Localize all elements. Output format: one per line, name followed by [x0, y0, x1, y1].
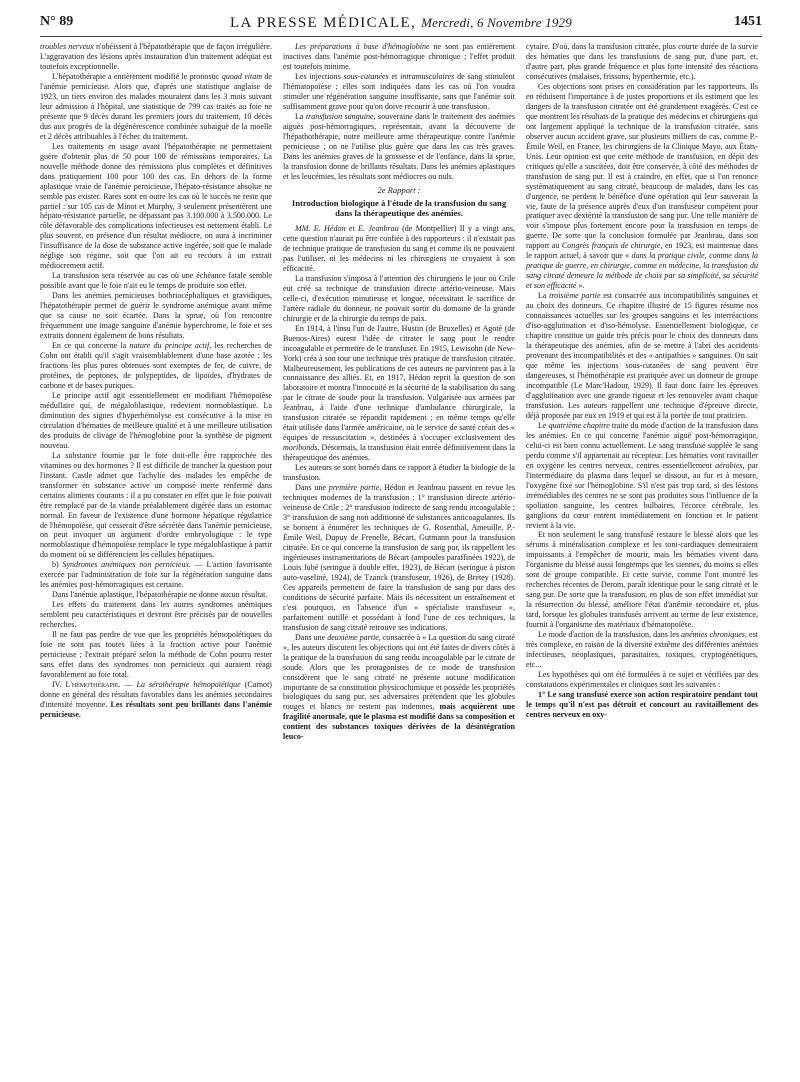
page-header	[40, 14, 762, 37]
text-run: (Carnot) donne en général des résultats favorables dans les anémies secondaires d'intensité moyenne.	[40, 680, 272, 709]
text-run: En ce qui concerne la	[52, 341, 130, 351]
paragraph	[40, 391, 272, 451]
paragraph	[40, 630, 272, 680]
paragraph	[40, 142, 272, 272]
paragraph	[283, 72, 515, 112]
text-bold: 1° Le sang transfusé exerce son action respiratoire pendant tout le temps qu'il n'est pas détruit et concourt au ravitaillement des centres nerveux en oxy-	[526, 689, 758, 719]
text-run: et	[345, 223, 359, 233]
text-italic: troubles nerveux	[40, 42, 94, 51]
paragraph	[283, 42, 515, 72]
author-name: E. Jeanbrau	[358, 223, 399, 233]
text-italic: deuxième partie	[327, 632, 379, 642]
text-run: b)	[52, 560, 63, 570]
column-2	[283, 42, 515, 742]
text-run: La	[538, 291, 550, 301]
paragraph	[283, 224, 515, 274]
paragraph	[526, 82, 758, 291]
text-smallcaps: L'hémothérapie	[65, 680, 119, 689]
text-italic: troisième partie	[549, 291, 601, 301]
text-run: cytaire. D'où, dans la transfusion citratée, plus courte durée de la survie des hématies que dans les transfusions de sang pur, d'une part, et, d'autre part, plus grande fréquence et plus forte intensité des réactions consécutives (malaises, frissons, hyperthermie, etc.).	[526, 42, 758, 81]
paragraph	[283, 633, 515, 743]
text-run: de l'anémie pernicieuse. Alors que, d'après une statistique anglaise de 1923, un tiers environ des malades mouraient dans les 3 mois suivant leur admission à l'hôpital, une statistique de 799 cas traités au foie ne présente que 9 décès durant les premiers jours du traitement, 10 décès dus aux progrès de la dégénérescence combinée subaiguë de la moelle et 2 décès attribuables à l'échec du traitement.	[40, 71, 272, 141]
text-italic: aérobies	[715, 460, 743, 470]
text-italic: intramusculaires	[400, 71, 455, 81]
text-bold: mais acquièrent une fragilité anormale, que le plasma est modifié dans sa composition et contient des substances toxiques dérivées de la désintégration leuco-	[283, 702, 515, 742]
text-run: Le principe actif agit essentiellement en modifiant l'hémopoïèse médullaire qui, de mégaloblastique, redevient normoblastique. La diminution des signes d'hyperhémolyse est consécutive à la mise en circulation d'hématies de meilleure qualité et à une meilleure utilisation des produits de clivage de l'hémoglobine pour la synthèse de pigment nouveau.	[40, 390, 272, 450]
text-italic: quoad vitam	[221, 71, 263, 81]
text-run: Les effets du traitement dans les autres syndromes anémiques semblent peu caractéristiques et devront être précisés par de nouvelles recherches.	[40, 600, 272, 630]
text-run: Les hypothèses qui ont été formulées à ce sujet et vérifiées par des constatations expérimentales et cliniques sont les suivantes :	[526, 670, 758, 689]
paragraph	[40, 590, 272, 600]
paragraph	[526, 42, 758, 82]
text-bold: Les résultats sont peu brillants dans l'anémie pernicieuse.	[40, 699, 272, 719]
text-run: et	[388, 71, 401, 81]
text-run: Ces objections sont prises en considération par les rapporteurs. Ils en réduisent l'importance à de justes proportions et ils estiment que les dangers de la transfusion citratée ont été grandement exagérés. C'est ce que montrent les résultats de la pratique des médecins et chirurgiens qui ont largement appliqué la technique de la transfusion citratée, sans observer aucun accident grave, sur plusieurs milliers de cas, comme P.-Émile Weil, en France, les chirurgiens de la Clinique Mayo, aux États-Unis. Leur opinion est que cette méthode de transfusion, en dépit des critiques qu'elle a suscitées, doit être conservée, à côté des méthodes de transfusion de sang pur. Il est à craindre, en effet, que si l'on renonce systématiquement au sang citraté, beaucoup de malades, dans les cas d'urgence, ne perdent le bénéfice d'une opération qui leur sauverait la vie, faute de la présence auprès d'eux d'un transfuseur compétent pour pratiquer avec dextérité la transfusion de sang pur. Une telle manière de voir s'impose plus fortement encore pour la transfusion en temps de guerre. De sorte que la conclusion formulée par Jeanbrau, dans son rapport au	[526, 81, 758, 251]
paragraph	[40, 341, 272, 391]
column-3	[526, 42, 758, 720]
text-run: La	[295, 111, 306, 121]
text-run: IV.	[52, 680, 66, 689]
issue-number: N° 89	[40, 14, 74, 29]
text-italic: nature du principe actif	[129, 341, 210, 351]
text-run: Le	[538, 420, 549, 430]
text-italic: La sérothérapie hémopoïétique	[136, 680, 241, 689]
column-1	[40, 42, 272, 720]
paragraph	[526, 630, 758, 670]
author-name: MM. E. Hédon	[295, 223, 346, 233]
text-run: ».	[576, 281, 585, 291]
text-run: L'hépatothérapie a entièrement modifié le pronostic	[52, 71, 222, 81]
paragraph	[40, 271, 272, 291]
text-run: , est très complexe, en raison de la diversité extrême des différentes anémies infectieuses, néoplasiques, parasitaires, toxiques, cryptogénétiques, etc...	[526, 630, 758, 670]
text-run: . —	[118, 680, 137, 689]
paragraph	[526, 421, 758, 531]
text-run: Les traitements en usage avant l'hépatothérapie ne permettaient guère d'obtenir plus de 50 pour 100 de rémissions temporaires. La nouvelle méthode donne des rémissions plus complètes et définitives dans pratiquement 100 pour 100 des cas. En dehors de la forme aplastique vraie de l'anémie pernicieuse, l'hépato-résistance absolue ne semble pas exister. Rares sont en outre les cas où le succès ne reste que partiel : sur 105 cas de Minot et Murphy, 3 seulement présentèrent une hépato-résistance partielle, ne dépassant pas 3.100.000 à 3.500.000. Le rôle défavorable des complications infectieuses est nettement établi. Le plus souvent, en présence d'un résultat médiocre, on aura à incriminer l'insuffisance de la dose de substance active ingérée, soit que le malade néglige son régime, soit que l'on ait eu recours à un extrait médiocrement actif.	[40, 141, 272, 271]
text-run: ne sont pas entièrement inactives dans l'anémie post-hémorragique chronique ; l'effet produit est toutefois minime.	[283, 42, 515, 71]
issue-date: Mercredi, 6 Novembre 1929	[421, 15, 572, 30]
text-italic: quatrième chapitre	[548, 420, 610, 430]
text-run: , consacrée à « La question du sang citraté », les auteurs discutent les objections qui ont été faites de divers côtés à la pratique de la transfusion du sang rendu incoagulable par le citrate de soude. Alors que les protagonistes de ce mode de transfusion considèrent que le sang citraté ne présente aucune modification importante de sa constitution physicochimique et possède les propriétés biologiques du sang pur, ses adversaires prétendent que les globules rouges et blancs ne restent pas indemnes,	[283, 632, 515, 712]
text-run: Les injections	[295, 71, 344, 81]
paragraph	[40, 560, 272, 590]
paragraph	[526, 530, 758, 630]
text-run: La transfusion sera réservée au cas où une échéance fatale semble possible avant que le foie n'ait eu le temps de produire son effet.	[40, 271, 272, 291]
page-number: 1451	[734, 14, 762, 29]
paragraph	[40, 600, 272, 630]
text-run: Dans une	[295, 632, 328, 642]
paragraph	[283, 324, 515, 464]
paragraph	[40, 680, 272, 720]
text-italic: moribonds	[283, 443, 318, 453]
text-run: La substance fournie par le foie doit-elle être rapprochée des vitamines ou des hormones ? Il est difficile de trancher la question pour l'instant. Castle admet que l'achylie des malades les empêche de transformer en substance active un composé inerte renfermé dans certains aliments courants : il a pu constater en effet que le foie pouvait être remplacé par de la viande préalablement digérée dans un estomac normal. En faveur de l'existence d'une hormone hépatique régulatrice de l'hémopoïèse, qui cesserait d'être sécrétée dans l'anémie pernicieuse, on peut invoquer un argument d'ordre embryologique : le type normoblastique d'hémopoïèse remplace le type mégaloblastique à partir du moment où se différencient les cellules hépatiques.	[40, 450, 272, 560]
text-run: — L'action favorisante exercée par l'administration de foie sur la régénération sanguine dans les anémies post-hémorragiques est certaine.	[40, 560, 272, 590]
masthead	[40, 15, 762, 32]
text-italic: Les préparations à base d'hémoglobine	[295, 42, 430, 51]
text-italic: dans la pratique civile, comme dans la pratique de guerre, en chirurgie, comme en médecine, la transfusion du sang citraté demeure la méthode de choix par sa simplicité, sa sécurité et son efficacité	[526, 251, 759, 291]
report-number: 2e Rapport :	[377, 184, 421, 195]
paragraph	[526, 690, 758, 720]
text-italic: transfusion sanguine	[305, 111, 374, 121]
paragraph	[40, 291, 272, 341]
text-run: , Hédon et Jeanbrau passent en revue les techniques modernes de la transfusion : 1° transfusion directe artério-veineuse de Crile ; 2° transfusion indirecte de sang rendu incoagulable ; 3° transfusion de sang non additionné de substances anticoagulantes. Ils se bornent à énumérer les techniques de G. Rosenthal, Ameuille, P.-Émile Weil, Dupuy de Frenelle, Bécart, Gutmann pour la transfusion citratée. En ce qui concerne la transfusion de sang pur, ils rappellent les ingénieuses instrumentations de Bécart (ampoules paraffinées 1922), de Louis Jubé (seringue à double effet, 1923), de Bécart (seringue à piston auto-vaseliné, 1924), de Tzanck (transfuseur, 1926), de Bretey (1928). Ces appareils permettent de faire la transfusion de sang pur dans des conditions de sécurité parfaite. Mais ils nécessitent un entraînement et c'est pourquoi, en l'absence d'un « spécialiste transfuseur », parfaitement outillé et possédant à fond l'une de ces techniques, la transfusion de sang citraté retrouve ses indications.	[283, 483, 515, 632]
text-run: Le mode d'action de la transfusion, dans les	[538, 630, 682, 640]
section-title: Introduction biologique à l'étude de la transfusion du sang dans la thérapeutique des anémies.	[291, 197, 507, 218]
text-run: Les auteurs se sont bornés dans ce rapport à étudier la biologie de la transfusion.	[283, 463, 515, 483]
paragraph	[40, 451, 272, 561]
text-run: En 1914, à l'insu l'un de l'autre, Hustin (de Bruxelles) et Agoté (de Buenos-Aires) eurent l'idée de citrater le sang pour le rendre incoagulable et permettre de le transfuser. En 1915, Lewisohn (de New-York) créa à son tour une technique très pratique de transfusion citratée. Malheureusement, les publications de ces auteurs ne parvinrent pas à la connaissance des alliés. Et, en 1917, Hédon reprit la question de son laboratoire et montra l'innocuité et la sécurité de la stabilisation du sang par le citrate de soude pour la transfusion. Vulgarisée aux armées par Jeanbrau, à l'aide d'une technique d'ambulance chirurgicale, la transfusion citratée se répandit rapidement ; en même temps qu'elle était utilisée dans l'armée américaine, où le service de santé créait des « équipes de ressuscitation », destinées à s'occuper exclusivement des	[283, 323, 515, 443]
text-italic: Congrès français de chirurgie	[561, 241, 661, 251]
text-run: Il ne faut pas perdre de vue que les propriétés hémopoïétiques du foie ne sont pas toutes liées à la fraction active pour l'anémie pernicieuse ; l'extrait préparé selon la méthode de Cohn pourra rester sans effet dans des syndromes non pernicieux qui auraient réagi favorablement au foie total.	[40, 630, 272, 680]
text-run: Dans une	[295, 483, 329, 493]
text-run: Dans l'anémie aplastique, l'hépatothérapie ne donne aucun résultat.	[52, 590, 268, 600]
paragraph	[283, 112, 515, 182]
text-run: est consacrée aux incompatibilités sanguines et au choix des donneurs. Ce chapitre illustré de 15 figures résume nos connaissances actuelles sur les groupes sanguins et les interréactions d'iso-agglutination et d'iso-hémolyse. Essentiellement biologique, ce chapitre constitue un guide très précis pour le choix des donneurs dans la thérapeutique des anémies, afin de se mettre à l'abri des accidents provenant des incompatibilités et des « antipathies » sanguines. On sait que même les injections sous-cutanées de sang peuvent être dangereuses, si l'hémothérapie est pratiquée avec un donneur de groupe incompatible (Le Marc'Hadour, 1929). Il faut donc faire les épreuves d'agglutination avec une grande rigueur et les renouveler avant chaque transfusion. Les auteurs rappellent une technique d'épreuve directe, déjà proposée par eux en 1919 et qui est à la portée de tout praticien.	[526, 291, 758, 420]
paragraph	[283, 274, 515, 324]
paragraph	[40, 72, 272, 142]
text-run: , les recherches de Cohn ont établi qu'il s'agit vraisemblablement d'une base azotée ; les fractions les plus pures obtenues sont exemptes de fer, de cuivre, de protéines, de peptones, de polypeptides, de lipoïdes, d'hydrates de carbone et de bases puriques.	[40, 341, 272, 390]
paragraph	[283, 463, 515, 483]
text-run: (de Montpellier) Il y a vingt ans, cette question n'aurait pu être confiée à des rapporteurs : il n'existait pas de technique pratique de transfusion du sang et comme ils ne pouvaient pas l'utiliser, ni les médecins ni les chirurgiens ne croyaient à son efficacité.	[283, 223, 515, 273]
paragraph	[40, 42, 272, 72]
text-italic: anémies chroniques	[681, 630, 745, 640]
text-run: de sang stimulent l'hématopoïèse ; elles sont indiquées dans les cas où l'on voudra stimuler une régénération sanguine insuffisante, sans que l'anémie soit suffisamment grave pour qu'on doive recourir à une transfusion.	[283, 71, 515, 111]
text-italic: Syndromes anémiques non pernicieux.	[62, 560, 192, 570]
text-run: La transfusion s'imposa à l'attention des chirurgiens le jour où Crile eut créé sa technique de transfusion directe artério-veineuse. Mais celle-ci, d'exécution minutieuse et longue, nécessitant le sacrifice de l'artère radiale du donneur, ne pouvait sortir du domaine de la grande chirurgie et de la chirurgie du temps de paix.	[283, 273, 515, 323]
text-italic: première partie	[328, 483, 380, 493]
text-run: , en 1923, est maintenue dans le rapport actuel, à savoir que «	[526, 241, 758, 261]
text-run: traite du mode d'action de la transfusion dans les anémies. En ce qui concerne l'anémie aiguë post-hémorragique, celui-ci est bien connu actuellement. Le sang transfusé supplée le sang perdu comme s'il appartenait au récepteur. Les hématies vont ravitailler en oxygène les centres nerveux, centres essentiellement	[526, 420, 758, 470]
paragraph	[526, 291, 758, 421]
text-run: Et non seulement le sang transfusé restaure le blessé alors que les sérums à minéralisation complexe et les toni-cardiaques demeuraient impuissants à l'empêcher de mourir, mais les hématies vivent dans l'organisme du blessé aussi longtemps que les siennes, du moins si elles sont de groupe compatible. Et cette survie, comme l'ont montré les recherches récentes de Derom, paraît identique pour le sang citraté et le sang pur. De sorte que la transfusion, en plus de son effet immédiat sur la résurrection du blessé, améliore l'état d'anémie secondaire et, plus tard, lorsque les globules transfusés arrivent au terme de leur existence, fournit à l'organisme des matériaux d'hématopoïèse.	[526, 530, 758, 630]
text-run: , par l'intermédiaire du plasma dans lequel se dissout, au fur et à mesure, l'oxygène fixé sur l'hémoglobine. S'il n'est pas trop tard, si des lésions irrémédiables des centres ne se sont pas produites sous l'influence de la spoliation sanguine, les centres bulbaires, l'écorce cérébrale, les ganglions du cœur entrent immédiatement en fonction et le patient revient à la vie.	[526, 460, 758, 530]
text-run: n'obéissent à l'hépatothérapie que de façon irrégulière. L'aggravation des lésions après instauration d'un traitement adéquat est toutefois exceptionnelle.	[40, 42, 272, 71]
paragraph	[283, 483, 515, 633]
text-run: . Désormais, la transfusion était entrée définitivement dans la thérapeutique des anémies.	[283, 443, 515, 463]
publication-name: LA PRESSE MÉDICALE,	[230, 15, 417, 31]
text-italic: sous-cutanées	[343, 71, 389, 81]
paragraph	[526, 670, 758, 690]
text-run: Dans les anémies pernicieuses bothriocéphaliques et gravidiques, l'hépatothérapie permet de guérir le syndrome anémique avant même que sa cause ne soit écartée. Dans la sprue, où l'on rencontre fréquemment une image sanguine d'anémie hyperchrome, le foie et ses extraits donnent également de bons résultats.	[40, 291, 272, 341]
text-run: , souveraine dans le traitement des anémies aiguës post-hémorragiques, représentait, avant la découverte de l'hépathothérapie, notre meilleure arme thérapeutique contre l'anémie pernicieuse ; on ne l'utilise plus guère que dans les cas très graves. Dans les anémies graves de la grossesse et de l'enfance, dans la sprue, la transfusion donne de brillants résultats. Dans les anémies aplastiques et les leucémies, les résultats sont médiocres ou nuls.	[283, 111, 515, 181]
